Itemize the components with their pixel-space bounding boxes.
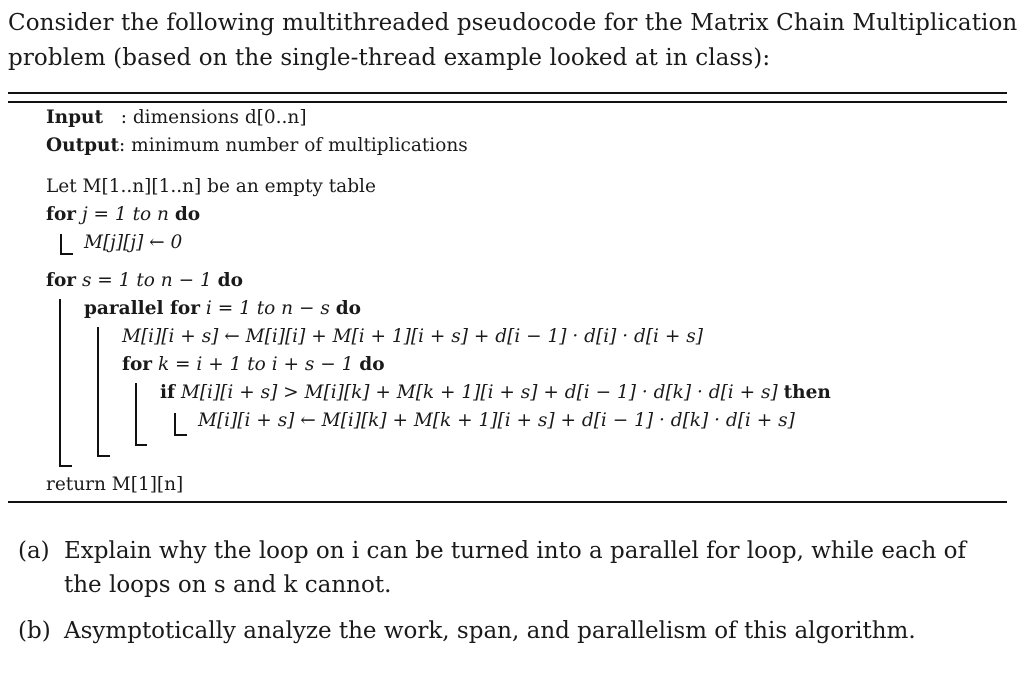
for-j-range: j = 1 to n	[81, 204, 169, 225]
bottom-rule	[8, 501, 1007, 503]
output-text: : minimum number of multiplications	[119, 135, 468, 156]
block-hook-for-s	[59, 465, 72, 467]
init-line: M[j][j] ← 0	[84, 232, 183, 253]
do-keyword: do	[217, 270, 243, 291]
intro-line-2: problem (based on the single-thread example looked at in class):	[8, 45, 771, 71]
block-bar-for-j	[60, 234, 62, 254]
if-line	[160, 382, 831, 403]
input-text: : dimensions d[0..n]	[120, 107, 307, 128]
for-keyword: for	[46, 270, 77, 291]
do-keyword: do	[335, 298, 362, 319]
input-label: Input	[46, 107, 104, 128]
question-b-line-1: Asymptotically analyze the work, span, and parallelism of this algorithm.	[64, 618, 916, 644]
block-bar-for-s	[59, 299, 61, 466]
then-keyword: then	[783, 382, 831, 403]
parallel-for-line	[84, 298, 361, 319]
if-keyword: if	[160, 382, 175, 403]
question-b-label: (b)	[18, 618, 51, 644]
parallel-for-keyword: parallel for	[84, 298, 200, 319]
do-keyword: do	[174, 204, 201, 225]
for-s-line	[46, 270, 243, 291]
for-k-line	[122, 354, 385, 375]
if-condition: M[i][i + s] > M[i][k] + M[k + 1][i + s] + d[i − 1] · d[k] · d[i + s]	[180, 382, 778, 403]
question-a-label: (a)	[18, 538, 50, 564]
input-line	[46, 107, 307, 128]
top-rule-2	[8, 101, 1007, 103]
block-bar-for-k	[135, 383, 137, 445]
for-j-line	[46, 204, 200, 225]
top-rule-1	[8, 92, 1007, 94]
output-line	[46, 135, 468, 156]
return-line: return M[1][n]	[46, 474, 184, 495]
for-keyword: for	[122, 354, 153, 375]
block-hook-parallel-for	[97, 455, 110, 457]
let-line: Let M[1..n][1..n] be an empty table	[46, 176, 376, 197]
for-keyword: for	[46, 204, 77, 225]
question-a-line-1: Explain why the loop on i can be turned into a parallel for loop, while each of	[64, 538, 967, 564]
assign-line-2: M[i][i + s] ← M[i][k] + M[k + 1][i + s] + d[i − 1] · d[k] · d[i + s]	[198, 410, 795, 431]
for-k-range: k = i + 1 to i + s − 1	[157, 354, 354, 375]
intro-line-1: Consider the following multithreaded pseudocode for the Matrix Chain Multiplication	[8, 10, 1018, 36]
do-keyword: do	[359, 354, 385, 375]
assign-line-1: M[i][i + s] ← M[i][i] + M[i + 1][i + s] + d[i − 1] · d[i] · d[i + s]	[122, 326, 703, 347]
output-label: Output	[46, 135, 120, 156]
for-s-range: s = 1 to n − 1	[81, 270, 212, 291]
block-hook-for-k	[135, 444, 147, 446]
block-bar-if	[174, 413, 176, 435]
block-bar-parallel-for	[97, 327, 99, 456]
block-hook-for-j	[60, 253, 73, 255]
question-a-line-2: the loops on s and k cannot.	[64, 572, 392, 598]
block-hook-if	[174, 434, 187, 436]
parallel-for-range: i = 1 to n − s	[205, 298, 330, 319]
